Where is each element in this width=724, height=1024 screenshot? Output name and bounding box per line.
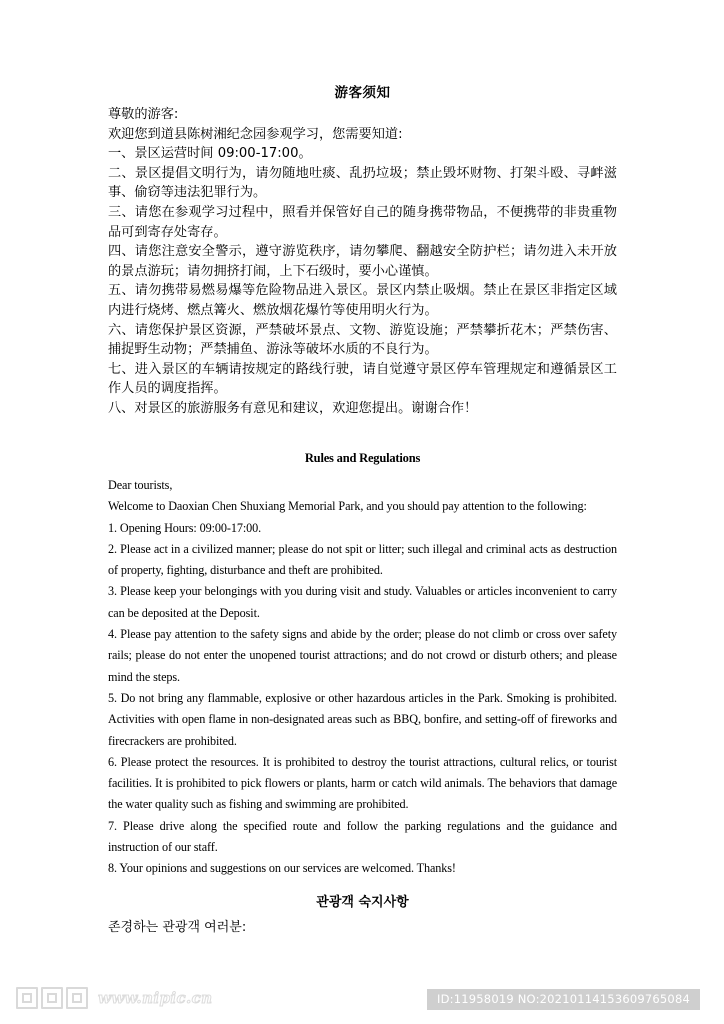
english-item-2: 2. Please act in a civilized manner; please do not spit or litter; such illegal and criminal acts as destruction of property, fighting, disturbance and theft are prohibited. — [108, 541, 617, 578]
logo-glyph-2-icon — [41, 987, 63, 1009]
english-item-8: 8. Your opinions and suggestions on our services are welcomed. Thanks! — [108, 861, 456, 876]
logo-glyph-1-icon — [16, 987, 38, 1009]
watermark-url: www.nipic.cn — [98, 989, 213, 1007]
chinese-item-3: 三、请您在参观学习过程中，照看并保管好自己的随身携带物品，不便携带的非贵重物品可到寄存处寄存。 — [108, 204, 617, 240]
english-item-1: 1. Opening Hours: 09:00-17:00. — [108, 520, 262, 535]
image-id-badge: ID:11958019 NO:20210114153609765084 — [427, 989, 700, 1010]
chinese-intro: 欢迎您到道县陈树湘纪念园参观学习，您需要知道: — [108, 126, 403, 142]
english-item-5: 5. Do not bring any flammable, explosive or other hazardous articles in the Park. Smoking is prohibited. Activities with open flame in non-designated areas such as BBQ, bonfire, and setting-off of fireworks and firecrackers are prohibited. — [108, 690, 617, 748]
chinese-salutation: 尊敬的游客: — [108, 107, 179, 122]
chinese-item-8: 八、对景区的旅游服务有意见和建议，欢迎您提出。谢谢合作！ — [108, 400, 478, 416]
english-item-6: 6. Please protect the resources. It is prohibited to destroy the tourist attractions, cultural relics, or tourist facilities. It is prohibited to pick flowers or plants, harm or catch wild animals. The behaviors that damage the water quality such as fishing and swimming are prohibited. — [108, 754, 617, 812]
footer-watermark-bar — [0, 978, 724, 1024]
english-item-3: 3. Please keep your belongings with you during visit and study. Valuables or articles inconvenient to carry can be deposited at the Deposit. — [108, 584, 617, 620]
chinese-item-4: 四、请您注意安全警示，遵守游览秩序，请勿攀爬、翻越安全防护栏；请勿进入未开放的景点游玩；请勿拥挤打闹，上下石级时，要小心谨慎。 — [108, 244, 617, 279]
chinese-item-5: 五、请勿携带易燃易爆等危险物品进入景区。景区内禁止吸烟。禁止在景区非指定区域内进行烧烤、燃点篝火、燃放烟花爆竹等使用明火行为。 — [108, 283, 617, 318]
chinese-item-2: 二、景区提倡文明行为，请勿随地吐痰、乱扔垃圾；禁止毁坏财物、打架斗殴、寻衅滋事、偷窃等违法犯罪行为。 — [108, 165, 617, 201]
english-salutation: Dear tourists, — [108, 478, 173, 492]
english-intro: Welcome to Daoxian Chen Shuxiang Memorial Park, and you should pay attention to the following: — [108, 499, 587, 514]
chinese-item-1: 一、景区运营时间 09:00-17:00。 — [108, 146, 312, 162]
nipic-logo — [16, 987, 212, 1009]
chinese-section — [108, 84, 617, 419]
english-title: Rules and Regulations — [304, 451, 421, 465]
korean-section — [108, 893, 617, 938]
korean-salutation: 존경하는 관광객 여러분: — [108, 920, 247, 935]
english-item-7: 7. Please drive along the specified route and follow the parking regulations and the guidance and instruction of our staff. — [108, 818, 617, 855]
chinese-item-7: 七、进入景区的车辆请按规定的路线行驶，请自觉遵守景区停车管理规定和遵循景区工作人员的调度指挥。 — [108, 361, 617, 397]
english-item-4: 4. Please pay attention to the safety signs and abide by the order; please do not climb or cross over safety rails; please do not enter the unopened tourist attractions; and do not crowd or disturb others; and please mind the steps. — [108, 627, 617, 684]
logo-glyph-3-icon — [66, 987, 88, 1009]
english-section — [108, 448, 617, 880]
korean-title: 관광객 숙지사항 — [316, 895, 409, 910]
chinese-title: 游客须知 — [334, 85, 391, 101]
chinese-item-6: 六、请您保护景区资源，严禁破坏景点、文物、游览设施；严禁攀折花木；严禁伤害、捕捉野生动物；严禁捕鱼、游泳等破坏水质的不良行为。 — [108, 322, 617, 358]
